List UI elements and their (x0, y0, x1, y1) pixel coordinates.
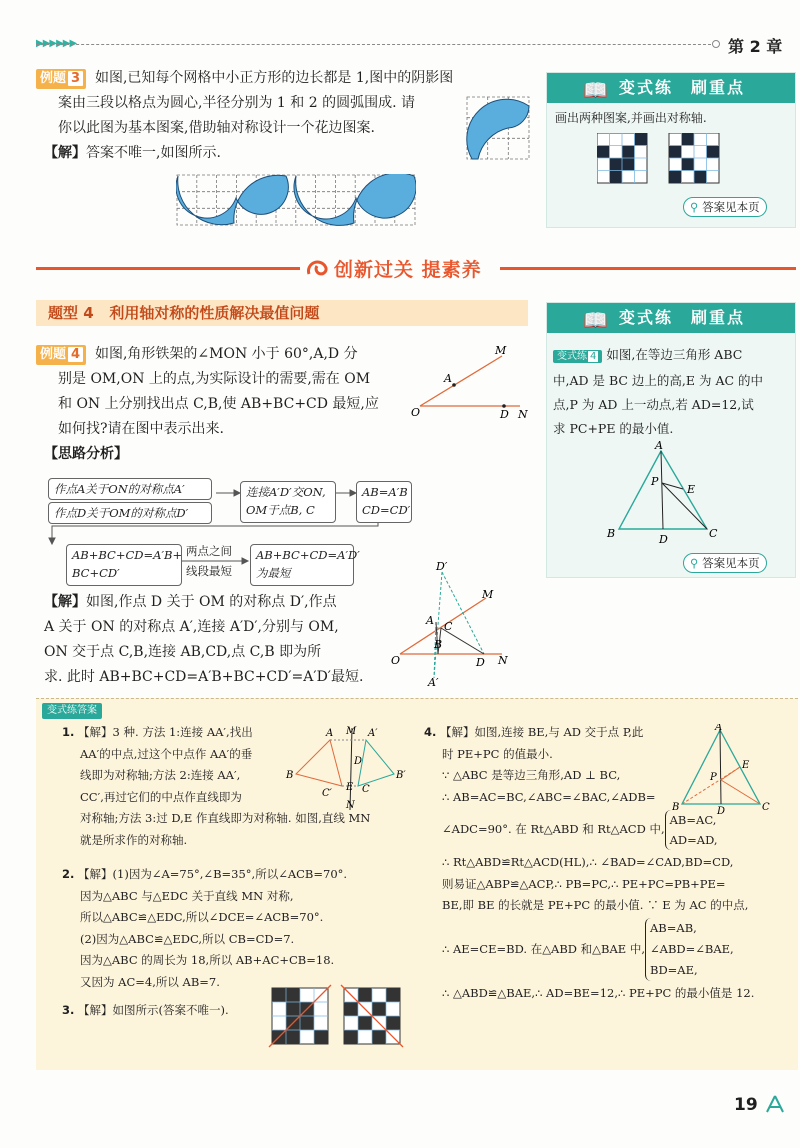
answer-1: 1. 【解】3 种. 方法 1:连接 AA′,找出 AA′的中点,过这个中点作 AA′的垂 线即为对称轴;方法 2:连接 AA′, CC′,再过它们的中点作直线即为 对称轴;方法 3:过 D,E 作直线即为对称轴. 如图,直线 MN 就是所求作的对称轴. (62, 725, 371, 847)
svg-text:A: A (326, 728, 334, 739)
svg-text:C′: C′ (322, 788, 332, 799)
practice4-tag: 变式练 4 (553, 350, 602, 363)
practice-top-text: 画出两种图案,并画出对称轴. (555, 111, 707, 125)
svg-text:E: E (346, 782, 354, 793)
answer-4: 4. 【解】如图,连接 BE,与 AD 交于点 P,此 时 PE+PC 的值最小. ∵ △ABC 是等边三角形,AD ⊥ BC, ∴ AB=AC=BC,∠ABC=∠BAC,∠ADB= ∠ADC=90°. 在 Rt△ABD 和 Rt△ACD 中, AB=AC, AD=AD, ∴ Rt△ABD≌Rt△ACD(HL),∴ ∠BAD=∠CAD,BD=CD, 则易证△ABP≌△ACP,∴ PB=PC,∴ PE+PC=PB+PE= BE,即 BE 的长就是 PE+PC 的最小值. ∵ E 为 AC 的中点, ∴ AE=CE=BD. 在△ABD 和△BAE 中, AB=AB, ∠ABD=∠BAE, BD=AE, ∴ △ABD≌△BAE,∴ AD=BE=12,∴ PE+PC 的最小值是 12. (424, 725, 755, 1000)
practice-panel-top (546, 72, 796, 228)
answer-3: 3. 【解】如图所示(答案不唯一). (62, 1003, 229, 1017)
header-dashed-line (36, 44, 716, 45)
topic4-bar: 题型 4 利用轴对称的性质解决最值问题 (36, 300, 528, 326)
svg-text:M: M (495, 344, 507, 357)
header-arrows: ▶▶▶▶▶▶ (36, 38, 77, 49)
example3-basic-figure (466, 96, 530, 160)
svg-text:N: N (346, 800, 355, 811)
flow-box-4: AB+BC+CD=A′B+ BC+CD′ (66, 544, 182, 586)
svg-text:D′: D′ (436, 560, 448, 573)
example4-text: 例题 4 如图,角形铁架的∠MON 小于 60°,A,D 分 别是 OM,ON 上的点,为实际设计的需要,需在 OM 和 ON 上分别找出点 C,B,使 AB+BC+CD 最短,应 如何找?请在图中表示出来. 【思路分析】 (36, 342, 416, 467)
svg-text:B: B (672, 802, 680, 813)
svg-text:O: O (411, 406, 421, 419)
example4-solution: 【解】如图,作点 D 关于 OM 的对称点 D′,作点 A 关于 ON 的对称点 A′,连接 A′D′,分别与 OM, ON 交于点 C,B,连接 AB,CD,点 C,B 即为所 求. 此时 AB+BC+CD=A′B+BC+CD′=A′D′最短. (44, 594, 364, 685)
svg-text:C: C (762, 802, 770, 813)
svg-text:D: D (659, 533, 668, 546)
flow-middle-label: 两点之间 线段最短 (186, 544, 232, 578)
student-reading-icon: 📖 (583, 78, 610, 102)
header-dot (712, 40, 720, 48)
page-number: 19 (734, 1095, 786, 1115)
svg-text:C: C (362, 784, 370, 795)
banner-swirl-icon (306, 254, 330, 284)
practice-panel-top-header: 📖 变式练 刷重点 (547, 73, 795, 103)
svg-text:B: B (607, 527, 616, 540)
svg-text:D: D (500, 408, 509, 420)
flow-box-1a: 作点A关于ON的对称点A′ (48, 478, 212, 500)
svg-text:E: E (687, 483, 696, 496)
flow-box-3: AB=A′B CD=CD′ (356, 481, 412, 523)
svg-text:N: N (498, 654, 508, 667)
section-banner-title: 创新过关 提素养 (334, 259, 482, 281)
banner-line-left (36, 267, 300, 270)
svg-text:O: O (391, 654, 401, 667)
example3-badge: 例题 3 (36, 69, 86, 89)
svg-text:B: B (286, 770, 294, 781)
svg-text:C: C (444, 620, 453, 633)
answer-2: 2. 【解】(1)因为∠A=75°,∠B=35°,所以∠ACB=70°. 因为△ABC 与△EDC 关于直线 MN 对称, 所以△ABC≌△EDC,所以∠DCE=∠ACB=70°. (2)因为△ABC≌△EDC,所以 CB=CD=7. 因为△ABC 的周长为 18,所以 AB+AC+CB=18. 又因为 AC=4,所以 AB=7. (62, 867, 348, 989)
svg-text:A: A (444, 372, 452, 385)
practice4-text: 变式练 4 如图,在等边三角形 ABC 中,AD 是 BC 边上的高,E 为 AC 的中 点,P 为 AD 上一动点,若 AD=12,试 求 PC+PE 的最小值. (553, 347, 764, 436)
svg-text:M: M (482, 588, 494, 601)
answer4-triangle-figure (672, 724, 776, 814)
svg-text:B: B (434, 638, 443, 651)
answer-pill-4[interactable]: ⚲ 答案见本页 (683, 553, 767, 573)
svg-text:A: A (426, 614, 434, 627)
svg-text:A′: A′ (368, 728, 378, 739)
key-icon: ⚲ (690, 556, 699, 570)
equilateral-triangle-figure (603, 441, 733, 549)
svg-text:D: D (717, 806, 726, 814)
flow-box-1b: 作点D关于OM的对称点D′ (48, 502, 212, 524)
banner-line-right (500, 267, 796, 270)
svg-text:D: D (476, 656, 485, 669)
answers-tag: 变式练答案 (42, 703, 102, 719)
svg-text:A: A (715, 724, 723, 733)
flow-box-5: AB+BC+CD=A′D′ 为最短 (250, 544, 354, 586)
svg-text:E: E (742, 760, 750, 771)
answer1-symmetry-figure (282, 724, 412, 812)
reflection-solution-figure (390, 558, 530, 688)
svg-text:P: P (710, 772, 717, 783)
flow-box-2: 连接A′D′交ON, OM于点B, C (240, 481, 336, 523)
key-icon: ⚲ (690, 200, 699, 214)
chapter-label: 第 2 章 (728, 37, 783, 56)
svg-text:A: A (655, 441, 663, 452)
practice-panel-4 (546, 302, 796, 578)
practice-panel-4-header: 📖 变式练 刷重点 (547, 303, 795, 333)
svg-text:C: C (709, 527, 718, 540)
svg-text:A′: A′ (428, 676, 439, 688)
svg-text:D: D (354, 756, 363, 767)
svg-text:M: M (346, 726, 357, 737)
angle-mon-figure (410, 344, 536, 420)
svg-text:N: N (518, 408, 528, 420)
student-reading-icon: 📖 (583, 308, 610, 332)
practice-grid-figures (597, 133, 757, 185)
border-pattern-figure (176, 174, 416, 226)
svg-text:P: P (651, 475, 659, 488)
example4-badge: 例题 4 (36, 345, 86, 365)
example3-text: 例题 3 如图,已知每个网格中小正方形的边长都是 1,图中的阴影图 案由三段以格点为圆心,半径分别为 1 和 2 的圆弧围成. 请 你以此图为基本图案,借助轴对称设计一个花边图案. 【解】答案不唯一,如图所示. (36, 66, 536, 166)
svg-text:B′: B′ (396, 770, 406, 781)
answer3-grid-figures (268, 984, 418, 1050)
answer-pill-top[interactable]: ⚲ 答案见本页 (683, 197, 767, 217)
compass-icon (764, 1095, 786, 1113)
